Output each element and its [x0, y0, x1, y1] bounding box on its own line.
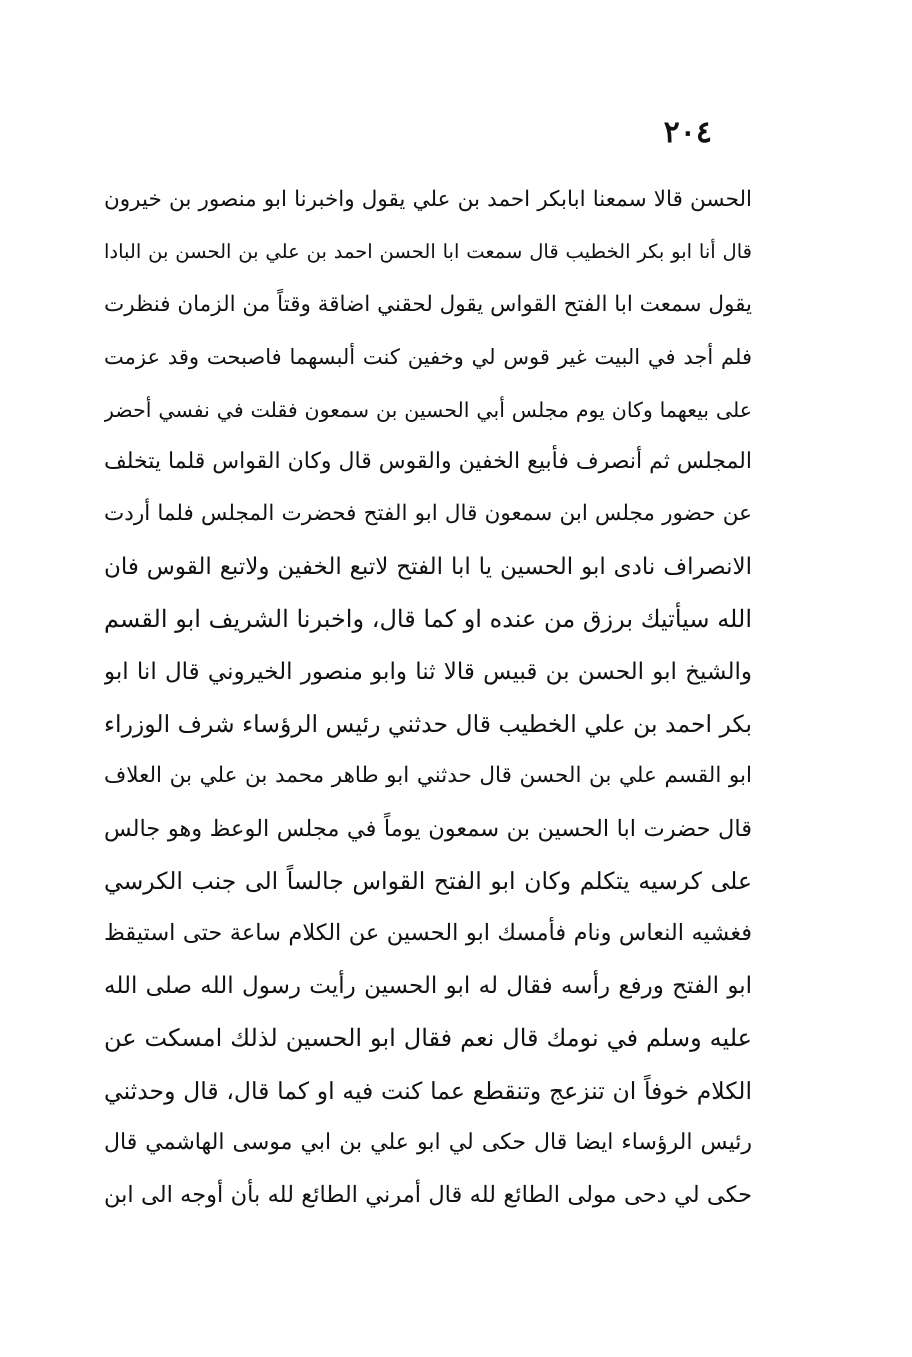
text-line: يقول سمعت ابا الفتح القواس يقول لحقني اضاقة وقتاً من الزمان فنظرت	[104, 291, 752, 317]
text-line: حكى لي دحى مولى الطائع لله قال أمرني الطائع لله بأن أوجه الى ابن	[104, 1182, 752, 1209]
text-line: الانصراف نادى ابو الحسين يا ابا الفتح لاتبع الخفين ولاتبع القوس فان	[104, 553, 752, 580]
text-line: الكلام خوفاً ان تنزعج وتنقطع عما كنت فيه او كما قال، قال وحدثني	[104, 1076, 752, 1105]
text-line: فغشيه النعاس ونام فأمسك ابو الحسين عن الكلام ساعة حتى استيقظ	[104, 920, 752, 947]
page-number: ٢٠٤	[663, 115, 712, 150]
body-text	[104, 174, 752, 1222]
text-line: قال أنا ابو بكر الخطيب قال سمعت ابا الحسن احمد بن علي بن الحسن بن البادا	[104, 240, 752, 264]
text-line: قال حضرت ابا الحسين بن سمعون يوماً في مجلس الوعظ وهو جالس	[104, 815, 752, 842]
text-line: عليه وسلم في نومك قال نعم فقال ابو الحسين لذلك امسكت عن	[104, 1024, 752, 1053]
text-line: على كرسيه يتكلم وكان ابو الفتح القواس جالساً الى جنب الكرسي	[104, 867, 752, 896]
text-line: والشيخ ابو الحسن بن قبيس قالا ثنا وابو منصور الخيروني قال انا ابو	[104, 658, 752, 685]
text-line: فلم أجد في البيت غير قوس لي وخفين كنت ألبسهما فاصبحت وقد عزمت	[104, 345, 752, 370]
text-line: الحسن قالا سمعنا ابابكر احمد بن علي يقول واخبرنا ابو منصور بن خيرون	[104, 187, 752, 212]
text-line: رئيس الرؤساء ايضا قال حكى لي ابو علي بن ابي موسى الهاشمي قال	[104, 1130, 752, 1156]
text-line: الله سيأتيك برزق من عنده او كما قال، واخبرنا الشريف ابو القسم	[104, 605, 752, 634]
text-line: على بيعهما وكان يوم مجلس أبي الحسين بن سمعون فقلت في نفسي أحضر	[104, 397, 752, 422]
text-line: بكر احمد بن علي الخطيب قال حدثني رئيس الرؤساء شرف الوزراء	[104, 709, 752, 738]
text-line: المجلس ثم أنصرف فأبيع الخفين والقوس قال وكان القواس قلما يتخلف	[104, 448, 752, 474]
text-line: عن حضور مجلس ابن سمعون قال ابو الفتح فحضرت المجلس فلما أردت	[104, 501, 752, 527]
text-line: ابو الفتح ورفع رأسه فقال له ابو الحسين رأيت رسول الله صلى الله	[104, 972, 752, 999]
text-line: ابو القسم علي بن الحسن قال حدثني ابو طاهر محمد بن علي بن العلاف	[104, 763, 752, 789]
